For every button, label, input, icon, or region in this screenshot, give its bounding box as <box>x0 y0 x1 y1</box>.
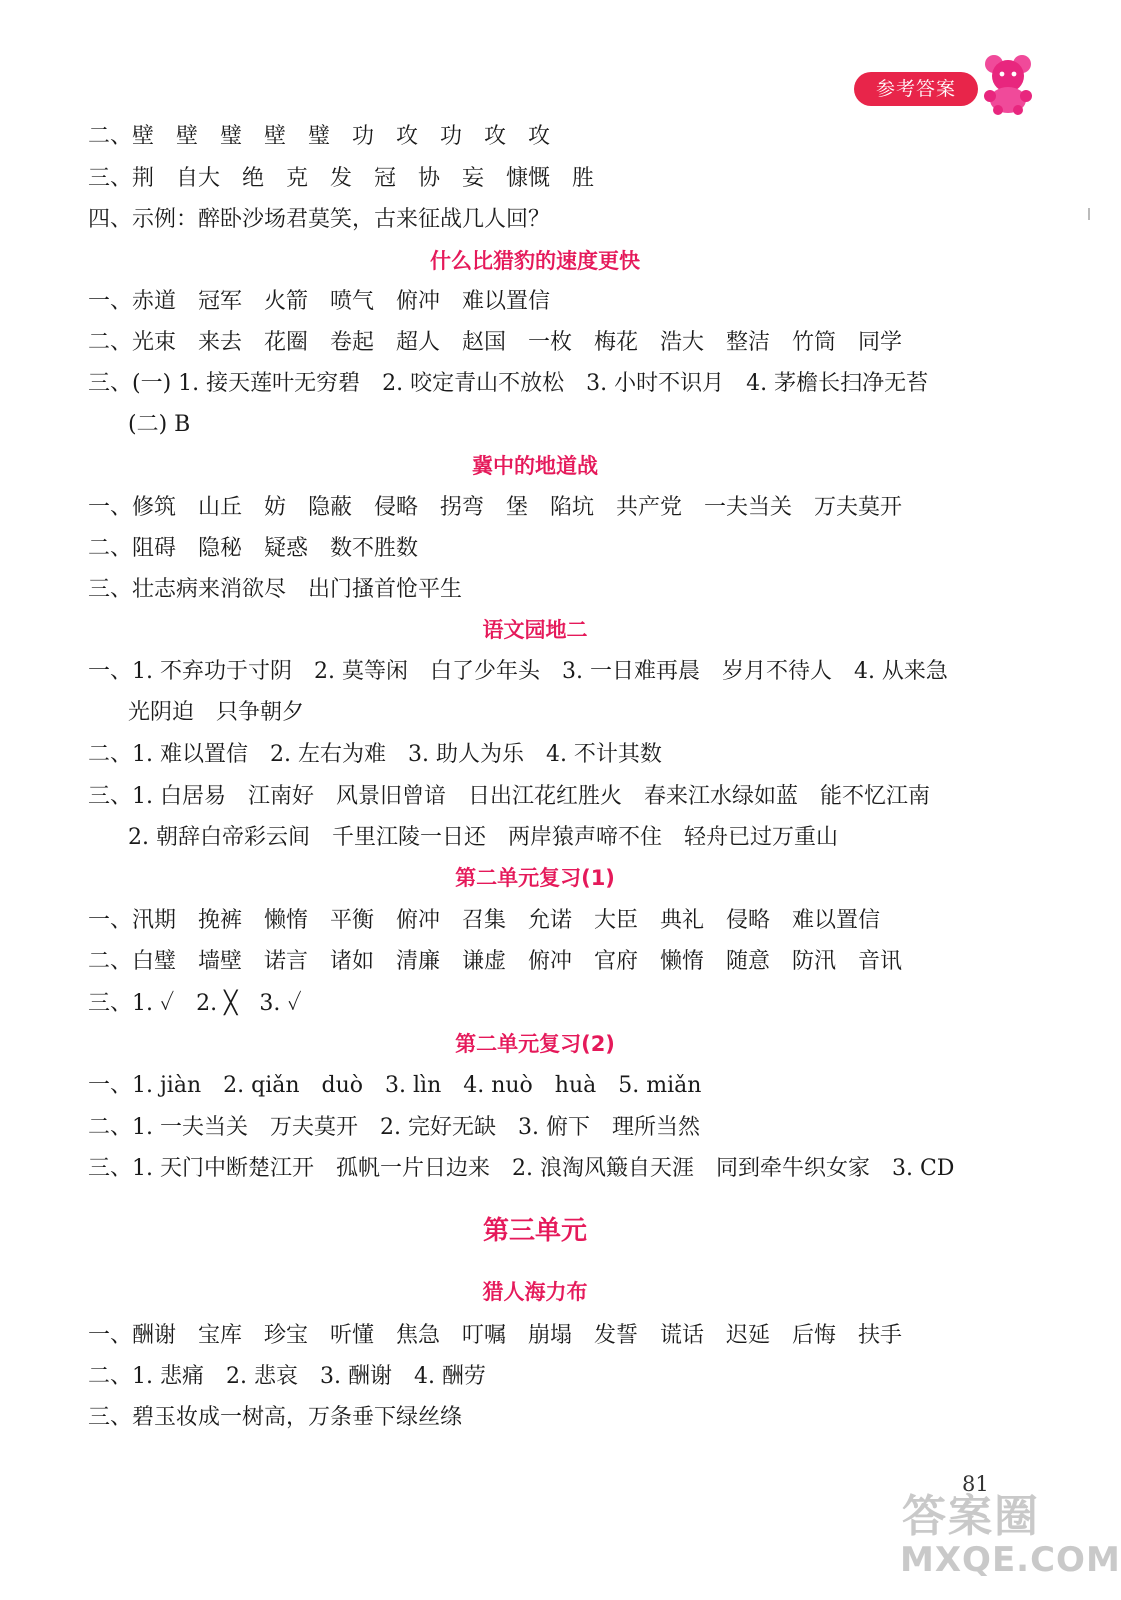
section-title: 第二单元复习(1) <box>455 866 615 890</box>
answer-line: 一、汛期 挽裤 懒惰 平衡 俯冲 召集 允诺 大臣 典礼 侵略 难以置信 <box>88 908 881 933</box>
answer-line: 三、(一) 1. 接天莲叶无穷碧 2. 咬定青山不放松 3. 小时不识月 4. 茅檐长扫净无苔 <box>88 371 929 396</box>
watermark-url: MXQE.COM <box>900 1540 1121 1580</box>
answer-line: 四、示例：醉卧沙场君莫笑，古来征战几人回？ <box>88 207 551 232</box>
answer-line: 三、碧玉妆成一树高，万条垂下绿丝绦 <box>88 1405 463 1430</box>
answer-line: 光阴迫 只争朝夕 <box>128 700 305 725</box>
answer-line: 二、壁 壁 璧 壁 璧 功 攻 功 攻 攻 <box>88 124 551 149</box>
answer-line: 三、1. 白居易 江南好 风景旧曾谙 日出江花红胜火 春来江水绿如蓝 能不忆江南 <box>88 784 930 809</box>
answer-line: 一、修筑 山丘 妨 隐蔽 侵略 拐弯 堡 陷坑 共产党 一夫当关 万夫莫开 <box>88 495 903 520</box>
answer-line: 二、1. 一夫当关 万夫莫开 2. 完好无缺 3. 俯下 理所当然 <box>88 1115 700 1140</box>
answer-line: 二、阻碍 隐秘 疑惑 数不胜数 <box>88 536 419 561</box>
answer-line: 一、赤道 冠军 火箭 喷气 俯冲 难以置信 <box>88 289 551 314</box>
answer-line: 一、1. jiàn 2. qiǎn duò 3. lìn 4. nuò huà 5. miǎn <box>88 1073 702 1098</box>
answer-line: 三、1. 天门中断楚江开 孤帆一片日边来 2. 浪淘风簸自天涯 同到牵牛织女家 3. CD <box>88 1156 955 1181</box>
answer-line: 一、1. 不弃功于寸阴 2. 莫等闲 白了少年头 3. 一日难再晨 岁月不待人 4. 从来急 <box>88 659 948 684</box>
answer-line: 三、壮志病来消欲尽 出门搔首怆平生 <box>88 577 463 602</box>
watermark-logo <box>900 1478 1121 1588</box>
watermark-text: 答案圈 <box>902 1491 1040 1542</box>
answer-line: (二) B <box>128 412 191 437</box>
section-title: 什么比猎豹的速度更快 <box>430 249 640 273</box>
answer-line: 三、1. ✓ 2. ╳ 3. ✓ <box>88 991 302 1016</box>
answer-line: 二、白璧 墙壁 诺言 诸如 清廉 谦虚 俯冲 官府 懒惰 随意 防汛 音讯 <box>88 949 903 974</box>
answer-line: 三、荆 自大 绝 克 发 冠 协 妄 慷慨 胜 <box>88 166 595 191</box>
answer-line: 二、1. 难以置信 2. 左右为难 3. 助人为乐 4. 不计其数 <box>88 742 662 767</box>
section-title: 语文园地二 <box>482 618 588 642</box>
section-title: 猎人海力布 <box>482 1280 588 1304</box>
section-title: 冀中的地道战 <box>472 454 598 478</box>
edge-mark <box>1088 208 1090 220</box>
answer-line: 二、光束 来去 花圈 卷起 超人 赵国 一枚 梅花 浩大 整洁 竹筒 同学 <box>88 330 903 355</box>
answer-key-badge: 参考答案 <box>854 72 978 106</box>
unit-title: 第三单元 <box>482 1216 587 1246</box>
bear-icon <box>978 52 1038 114</box>
answer-line: 2. 朝辞白帝彩云间 千里江陵一日还 两岸猿声啼不住 轻舟已过万重山 <box>128 825 838 850</box>
section-title: 第二单元复习(2) <box>455 1032 615 1056</box>
answer-line: 二、1. 悲痛 2. 悲哀 3. 酬谢 4. 酬劳 <box>88 1364 486 1389</box>
answer-line: 一、酬谢 宝库 珍宝 听懂 焦急 叮嘱 崩塌 发誓 谎话 迟延 后悔 扶手 <box>88 1323 903 1348</box>
page-number: 81 <box>962 1472 989 1496</box>
